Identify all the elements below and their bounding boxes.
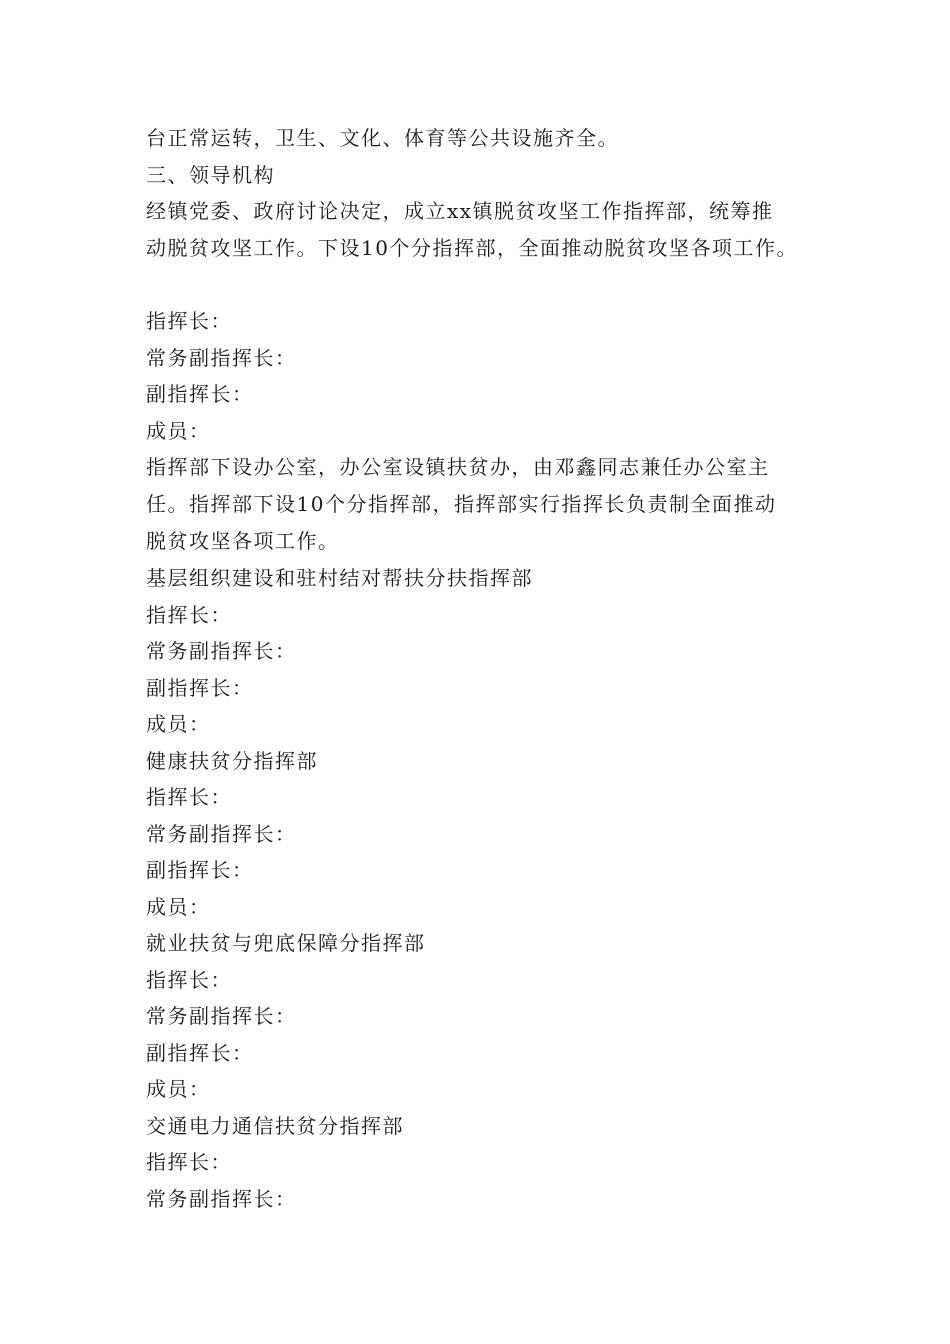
sub-command-3: [146, 925, 836, 1108]
role-commander: 指挥长：: [146, 602, 232, 627]
document-body: [146, 120, 836, 1217]
sub-command-title: 健康扶贫分指挥部: [146, 748, 318, 773]
section-heading: 三、领导机构: [146, 162, 275, 187]
paragraph-line: 动脱贫攻坚工作。下设10个分指挥部，全面推动脱贫攻坚各项工作。: [146, 236, 798, 260]
role-deputy: 副指挥长：: [146, 1040, 254, 1065]
role-commander: 指挥长：: [146, 309, 232, 333]
role-members: 成员：: [146, 418, 211, 443]
paragraph-line: 指挥部下设办公室，办公室设镇扶贫办，由邓鑫同志兼任办公室主: [146, 455, 770, 479]
sub-command-4: [146, 1108, 836, 1218]
role-executive-deputy: 常务副指挥长：: [146, 639, 297, 663]
role-deputy: 副指挥长：: [146, 858, 254, 882]
role-commander: 指挥长：: [146, 967, 232, 992]
sub-command-title: 基层组织建设和驻村结对帮扶分扶指挥部: [146, 566, 533, 590]
role-executive-deputy: 常务副指挥长：: [146, 1186, 297, 1211]
role-members: 成员：: [146, 894, 211, 919]
role-members: 成员：: [146, 712, 211, 736]
sub-command-title: 就业扶贫与兜底保障分指挥部: [146, 931, 426, 955]
paragraph-line: 脱贫攻坚各项工作。: [146, 529, 340, 553]
role-commander: 指挥长：: [146, 1150, 232, 1174]
paragraph-line: 经镇党委、政府讨论决定，成立xx镇脱贫攻坚工作指挥部，统筹推: [146, 199, 774, 223]
office-paragraph: [146, 449, 836, 560]
role-commander: 指挥长：: [146, 785, 232, 809]
role-deputy: 副指挥长：: [146, 382, 254, 406]
role-executive-deputy: 常务副指挥长：: [146, 1004, 297, 1028]
sub-command-2: [146, 743, 836, 926]
paragraph-line: 任。指挥部下设10个分指挥部，指挥部实行指挥长负责制全面推动: [146, 492, 777, 516]
role-executive-deputy: 常务副指挥长：: [146, 345, 297, 370]
blank-line: [146, 267, 836, 303]
sub-command-title: 交通电力通信扶贫分指挥部: [146, 1113, 404, 1138]
sub-command-1: [146, 560, 836, 743]
role-executive-deputy: 常务副指挥长：: [146, 821, 297, 846]
role-deputy: 副指挥长：: [146, 675, 254, 700]
role-members: 成员：: [146, 1077, 211, 1101]
intro-line: 台正常运转，卫生、文化、体育等公共设施齐全。: [146, 126, 619, 150]
main-command-roles: [146, 303, 836, 449]
section-paragraph: [146, 193, 836, 267]
